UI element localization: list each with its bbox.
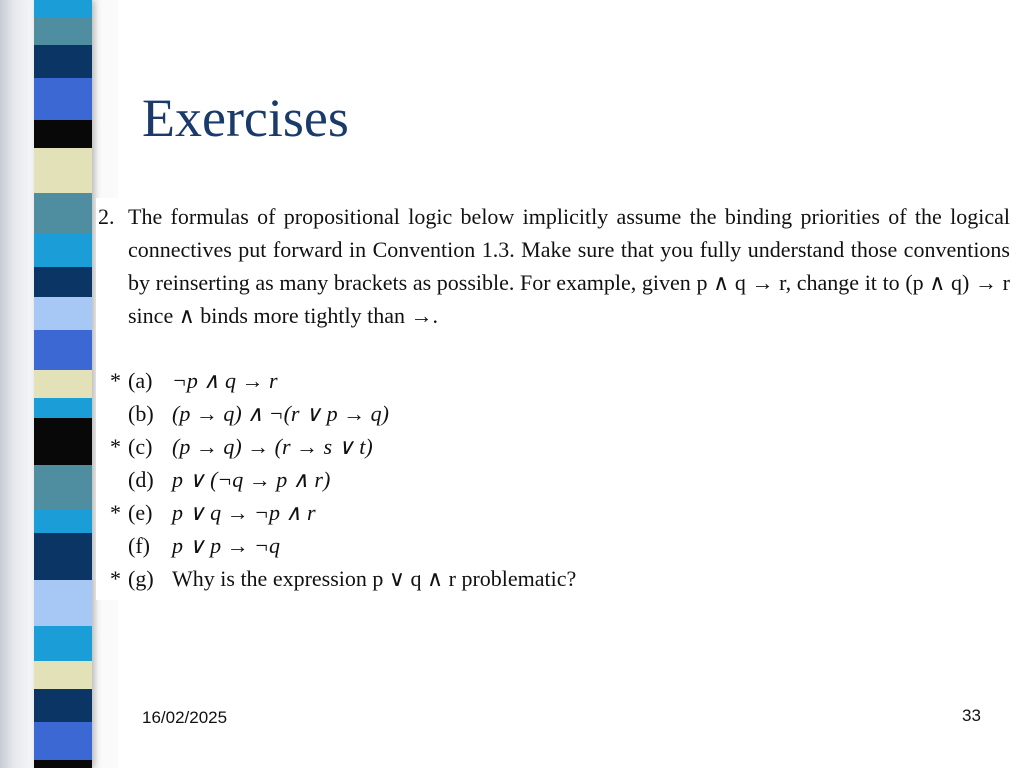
exercise-content: [96, 198, 1016, 600]
stripe-segment: [34, 78, 92, 120]
star-marker: *: [110, 434, 121, 459]
stripe-segment: [34, 370, 92, 398]
stripe-segment: [34, 148, 92, 193]
stripe-segment: [34, 509, 92, 533]
item-label: (c): [128, 434, 153, 459]
item-label: (f): [128, 533, 150, 558]
item-formula: (p → q) → (r → s ∨ t): [172, 434, 373, 459]
stripe-segment: [34, 0, 92, 18]
stripe-segment: [34, 661, 92, 689]
stripe-segment: [34, 689, 92, 722]
item-formula: p ∨ q → ¬p ∧ r: [172, 500, 316, 525]
stripe-segment: [34, 120, 92, 148]
exercise-item: [96, 463, 1016, 496]
stripe-segment: [34, 267, 92, 297]
item-label: (b): [128, 401, 154, 426]
stripe-segment: [34, 297, 92, 330]
stripe-segment: [34, 45, 92, 78]
exercise-item: [96, 496, 1016, 529]
stripe-segment: [34, 722, 92, 760]
exercise-item: [96, 430, 1016, 463]
item-formula: p ∨ (¬q → p ∧ r): [172, 467, 331, 492]
exercise-item: [96, 397, 1016, 430]
exercise-item: [96, 529, 1016, 562]
star-marker: *: [110, 500, 121, 525]
footer-date: 16/02/2025: [142, 708, 228, 727]
stripe-segment: [34, 233, 92, 267]
stripe-segment: [34, 418, 92, 465]
stripe-segment: [34, 533, 92, 580]
stripe-segment: [34, 580, 92, 626]
stripe-segment: [34, 330, 92, 370]
item-label: (e): [128, 500, 153, 525]
stripe-segment: [34, 465, 92, 509]
exercise-number: 2.: [98, 204, 115, 229]
page-number: 33: [962, 706, 981, 725]
item-label: (d): [128, 467, 154, 492]
stripe-segment: [34, 193, 92, 233]
stripe-segment: [34, 626, 92, 661]
exercise-item: [96, 562, 1016, 595]
stripe-band: [34, 0, 92, 768]
slide-title: Exercises: [142, 88, 349, 148]
exercise-intro: The formulas of propositional logic below implicitly assume the binding priorities of the logical connectives put forward in Convention 1.3. Make sure that you fully understand those conventions by reinserting as many brackets as possible. For example, given p ∧ q → r, change it to (p ∧ q) → r since ∧ binds more tightly than →.: [128, 204, 1010, 328]
star-marker: *: [110, 566, 121, 591]
item-formula: p ∨ p → ¬q: [172, 533, 280, 558]
item-question: Why is the expression p ∨ q ∧ r problematic?: [172, 566, 577, 591]
star-marker: *: [110, 368, 121, 393]
item-formula: (p → q) ∧ ¬(r ∨ p → q): [172, 401, 389, 426]
item-label: (g): [128, 566, 154, 591]
item-formula: ¬p ∧ q → r: [172, 368, 278, 393]
item-label: (a): [128, 368, 153, 393]
stripe-segment: [34, 760, 92, 768]
stripe-segment: [34, 398, 92, 418]
stripe-segment: [34, 18, 92, 45]
exercise-item: [96, 364, 1016, 397]
